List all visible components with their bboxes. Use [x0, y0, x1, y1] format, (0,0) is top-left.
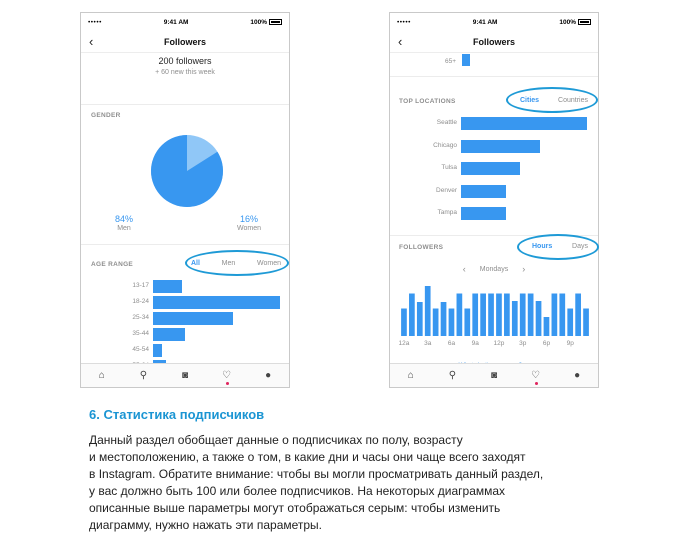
followers-hours-chart: [390, 280, 600, 350]
men-percent: 84%: [114, 214, 133, 224]
top-locations-title: TOP LOCATIONS: [399, 98, 456, 105]
signal-icon: •••••: [397, 18, 411, 26]
home-icon[interactable]: ⌂: [98, 370, 105, 381]
followers-count: 200 followers: [158, 56, 212, 66]
hour-bar: [449, 309, 455, 337]
hour-bar: [472, 294, 478, 337]
hour-bar: [401, 309, 407, 337]
bar: [153, 312, 233, 325]
hour-bar: [512, 301, 518, 336]
screen-content[interactable]: [390, 54, 598, 363]
age-65-bar: [462, 54, 470, 66]
hour-bar: [480, 294, 486, 337]
day-label: Mondays: [479, 265, 509, 273]
tab-countries[interactable]: Countries: [558, 97, 588, 104]
age-tab-women[interactable]: Women: [256, 260, 281, 267]
gender-title: GENDER: [91, 112, 121, 119]
section-description: [89, 432, 609, 534]
bar-label: Denver: [436, 186, 457, 194]
hour-bar: [559, 294, 565, 337]
bar-label: Tulsa: [441, 164, 457, 171]
battery-icon: [269, 19, 282, 25]
description-line: диаграмму, нужно нажать эти параметры.: [89, 518, 323, 532]
gender-pie-chart: [147, 131, 227, 211]
hour-bar: [575, 294, 581, 337]
x-tick-label: 3p: [519, 340, 527, 347]
x-tick-label: 6a: [447, 340, 456, 347]
bar-row: [390, 117, 600, 130]
hour-bar: [488, 294, 494, 337]
description-line: в Instagram. Обратите внимание: чтобы вы могли просматривать данный раздел,: [89, 467, 544, 481]
bar-row: [81, 328, 291, 341]
signal-icon: •••••: [88, 18, 102, 26]
description-line: Данный раздел обобщает данные о подписчиках по полу, возрасту: [89, 433, 463, 447]
age-tab-all[interactable]: All: [191, 260, 200, 267]
status-battery: 100%: [559, 19, 591, 26]
bar-row: [81, 344, 291, 357]
women-percent: 16%: [239, 214, 258, 224]
tab-bar: [390, 363, 598, 387]
hour-bar: [409, 294, 415, 337]
search-icon[interactable]: ⚲: [139, 370, 148, 381]
tab-bar: [81, 363, 289, 387]
hour-bar: [504, 294, 510, 337]
description-line: у вас должно быть 100 или более подписчиков. На некоторых диаграммах: [89, 484, 506, 498]
bar: [153, 296, 280, 309]
hour-bar: [544, 317, 550, 336]
status-battery: 100%: [250, 19, 282, 26]
hour-bar: [441, 302, 447, 336]
nav-bar: [81, 31, 289, 53]
men-label: Men: [117, 225, 131, 232]
hour-bar: [536, 301, 542, 336]
women-label: Women: [237, 225, 261, 232]
description-line: описанные выше параметры могут отображаться серым: чтобы изменить: [89, 501, 501, 515]
bar-row: [81, 296, 291, 309]
heart-icon[interactable]: ♡: [529, 370, 543, 381]
followers-new: + 60 new this week: [155, 69, 215, 76]
divider: [81, 104, 289, 105]
highlight-oval: [185, 250, 289, 276]
bar: [461, 140, 540, 153]
phone-screen-locations-activity: [389, 12, 599, 388]
hour-bar: [417, 302, 423, 336]
bar: [153, 328, 185, 341]
age-range-title: AGE RANGE: [91, 261, 134, 268]
status-bar: [81, 13, 289, 31]
camera-icon[interactable]: ◙: [490, 370, 497, 381]
bar-row: [390, 185, 600, 198]
hour-bar: [520, 294, 526, 337]
bar-label: 18-24: [132, 298, 149, 305]
tab-days[interactable]: Days: [572, 243, 588, 250]
section-heading: 6. Статистика подписчиков: [89, 407, 265, 422]
bar-row: [81, 312, 291, 325]
hour-bar: [425, 286, 431, 336]
bar-label: 13-17: [132, 282, 149, 289]
bar: [153, 344, 162, 357]
age-tab-men[interactable]: Men: [221, 260, 236, 267]
bar: [461, 162, 520, 175]
back-arrow-icon[interactable]: ‹: [89, 34, 94, 49]
camera-icon[interactable]: ◙: [181, 370, 188, 381]
profile-icon[interactable]: ●: [265, 370, 272, 381]
hour-bar: [496, 294, 502, 337]
x-tick-label: 6p: [542, 340, 551, 347]
bar-row: [81, 280, 291, 293]
bar-label: Tampa: [437, 209, 457, 216]
page-title: Followers: [163, 36, 206, 47]
bar-row: [390, 207, 600, 220]
x-tick-label: 12p: [493, 340, 505, 347]
age-65-label: 65+: [444, 58, 456, 65]
bar-label: 45-54: [132, 346, 149, 353]
hour-bar: [552, 294, 558, 337]
hour-bar: [457, 294, 463, 337]
day-selector: [390, 264, 598, 274]
bar: [153, 280, 182, 293]
bar-row: [390, 162, 600, 175]
profile-icon[interactable]: ●: [574, 370, 581, 381]
x-tick-label: 12a: [398, 340, 410, 347]
back-arrow-icon[interactable]: ‹: [398, 34, 403, 49]
divider: [81, 244, 289, 245]
next-day-arrow-icon[interactable]: ›: [522, 264, 526, 274]
bar-label: 35-44: [132, 330, 149, 337]
hour-bar: [433, 309, 439, 337]
hour-bar: [528, 294, 534, 337]
phone-screen-gender-age: [80, 12, 290, 388]
highlight-oval: [506, 87, 598, 113]
screen-content[interactable]: [81, 54, 289, 363]
status-bar: [390, 13, 598, 31]
tab-cities[interactable]: Cities: [520, 97, 540, 104]
x-tick-label: 9a: [471, 340, 479, 347]
highlight-oval: [517, 234, 599, 260]
description-line: и местоположению, а также о том, в какие дни и часы они чаще всего заходят: [89, 450, 526, 464]
followers-chart-title: FOLLOWERS: [399, 244, 444, 251]
divider: [390, 76, 598, 77]
bar: [461, 207, 506, 220]
page-title: Followers: [472, 36, 515, 47]
x-tick-label: 9p: [566, 340, 574, 347]
status-time: 9:41 AM: [472, 18, 498, 26]
heart-icon[interactable]: ♡: [220, 370, 234, 381]
hour-bar: [583, 309, 589, 337]
bar: [461, 185, 506, 198]
prev-day-arrow-icon[interactable]: ‹: [462, 264, 466, 274]
battery-icon: [578, 19, 591, 25]
bar: [461, 117, 587, 130]
bar-row: [390, 140, 600, 153]
bar-label: 25-34: [132, 314, 149, 321]
bar-label: Seattle: [436, 119, 457, 126]
hour-bar: [464, 309, 470, 337]
x-tick-label: 3a: [424, 340, 432, 347]
search-icon[interactable]: ⚲: [448, 370, 457, 381]
home-icon[interactable]: ⌂: [407, 370, 414, 381]
bar-label: Chicago: [433, 141, 457, 149]
tab-hours[interactable]: Hours: [532, 243, 553, 250]
nav-bar: [390, 31, 598, 53]
status-time: 9:41 AM: [163, 18, 189, 26]
hour-bar: [567, 309, 573, 337]
